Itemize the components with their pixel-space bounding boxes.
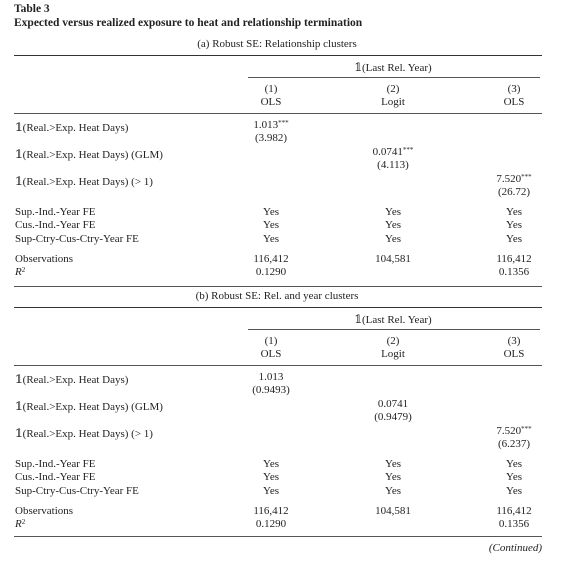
panel-a-obs-label: Observations bbox=[15, 253, 74, 265]
panel-b-fe1-label: Sup.-Ind.-Year FE bbox=[15, 458, 96, 470]
panel-a-r2-label: $R^2$ bbox=[15, 266, 26, 278]
panel-b-reg1-coef: 1.013 bbox=[258, 371, 284, 383]
panel-a-dep-var: 𝟙(Last Rel. Year) bbox=[354, 62, 432, 74]
panel-b-r2-col1: 0.1290 bbox=[255, 518, 287, 530]
panel-b-header-rule bbox=[14, 365, 542, 366]
panel-b-r2-label: $R^2$ bbox=[15, 518, 26, 530]
panel-a-fe3-col3: Yes bbox=[505, 233, 523, 245]
panel-a-reg3-label: 𝟙(Real.>Exp. Heat Days) (> 1) bbox=[15, 176, 153, 188]
panel-b-col3-num: (3) bbox=[507, 335, 521, 347]
continued-note: (Continued) bbox=[488, 542, 542, 554]
panel-b-top-rule bbox=[14, 286, 542, 287]
panel-b-col1-num: (1) bbox=[264, 335, 278, 347]
panel-a-header-rule bbox=[14, 113, 542, 114]
panel-b-col3-method: OLS bbox=[503, 348, 525, 360]
panel-a-col2-num: (2) bbox=[386, 83, 400, 95]
panel-a-col2-method: Logit bbox=[381, 96, 405, 108]
panel-a-reg3-coef: 7.520*** bbox=[496, 173, 532, 185]
panel-a-fe3-col2: Yes bbox=[384, 233, 402, 245]
panel-b-reg3-coef: 7.520*** bbox=[496, 425, 532, 437]
panel-b-fe3-col2: Yes bbox=[384, 485, 402, 497]
panel-b-title: (b) Robust SE: Rel. and year clusters bbox=[195, 290, 359, 302]
panel-b-reg3-label: 𝟙(Real.>Exp. Heat Days) (> 1) bbox=[15, 428, 153, 440]
panel-b-reg1-se: (0.9493) bbox=[252, 384, 290, 396]
panel-a-fe1-col1: Yes bbox=[262, 206, 280, 218]
table-label: Table 3 bbox=[14, 3, 50, 15]
panel-a-reg3-se: (26.72) bbox=[497, 186, 531, 198]
panel-b-dep-var-rule bbox=[248, 329, 540, 330]
panel-b-col2-method: Logit bbox=[381, 348, 405, 360]
panel-b-fe3-label: Sup-Ctry-Cus-Ctry-Year FE bbox=[15, 485, 139, 497]
table-title: Expected versus realized exposure to heat and relationship termination bbox=[14, 17, 363, 29]
panel-b-r2-col3: 0.1356 bbox=[498, 518, 530, 530]
panel-a-fe3-col1: Yes bbox=[262, 233, 280, 245]
panel-b-fe2-col3: Yes bbox=[505, 471, 523, 483]
panel-b-fe3-col3: Yes bbox=[505, 485, 523, 497]
panel-a-top-rule bbox=[14, 55, 542, 56]
panel-a-title: (a) Robust SE: Relationship clusters bbox=[197, 38, 357, 50]
panel-a-fe1-label: Sup.-Ind.-Year FE bbox=[15, 206, 96, 218]
panel-a-col1-method: OLS bbox=[260, 96, 282, 108]
panel-a-col3-num: (3) bbox=[507, 83, 521, 95]
panel-a-reg1-label: 𝟙(Real.>Exp. Heat Days) bbox=[15, 122, 129, 134]
panel-a-r2-col1: 0.1290 bbox=[255, 266, 287, 278]
panel-a-fe3-label: Sup-Ctry-Cus-Ctry-Year FE bbox=[15, 233, 139, 245]
panel-b-col1-method: OLS bbox=[260, 348, 282, 360]
panel-a-col1-num: (1) bbox=[264, 83, 278, 95]
panel-a-col3-method: OLS bbox=[503, 96, 525, 108]
panel-b-obs-col1: 116,412 bbox=[253, 505, 289, 517]
panel-b-title-rule bbox=[14, 307, 542, 308]
panel-b-obs-label: Observations bbox=[15, 505, 74, 517]
panel-a-reg2-se: (4.113) bbox=[377, 159, 409, 171]
panel-a-obs-col2: 104,581 bbox=[375, 253, 411, 265]
panel-b-col2-num: (2) bbox=[386, 335, 400, 347]
panel-b-obs-col2: 104,581 bbox=[375, 505, 411, 517]
panel-a-r2-col3: 0.1356 bbox=[498, 266, 530, 278]
panel-a-reg2-label: 𝟙(Real.>Exp. Heat Days) (GLM) bbox=[15, 149, 163, 161]
panel-a-fe2-label: Cus.-Ind.-Year FE bbox=[15, 219, 96, 231]
panel-b-fe2-label: Cus.-Ind.-Year FE bbox=[15, 471, 96, 483]
panel-a-fe1-col2: Yes bbox=[384, 206, 402, 218]
panel-a-dep-var-rule bbox=[248, 77, 540, 78]
panel-b-fe3-col1: Yes bbox=[262, 485, 280, 497]
panel-a-fe2-col1: Yes bbox=[262, 219, 280, 231]
panel-a-reg1-coef: 1.013*** bbox=[253, 119, 289, 131]
panel-a-obs-col3: 116,412 bbox=[496, 253, 532, 265]
panel-b-obs-col3: 116,412 bbox=[496, 505, 532, 517]
panel-b-reg2-label: 𝟙(Real.>Exp. Heat Days) (GLM) bbox=[15, 401, 163, 413]
panel-a-reg1-se: (3.982) bbox=[254, 132, 288, 144]
panel-b-fe2-col1: Yes bbox=[262, 471, 280, 483]
panel-b-dep-var: 𝟙(Last Rel. Year) bbox=[354, 314, 432, 326]
panel-a-obs-col1: 116,412 bbox=[253, 253, 289, 265]
panel-b-reg2-se: (0.9479) bbox=[374, 411, 412, 423]
panel-b-fe1-col3: Yes bbox=[505, 458, 523, 470]
panel-b-reg2-coef: 0.0741 bbox=[377, 398, 409, 410]
panel-b-fe1-col2: Yes bbox=[384, 458, 402, 470]
panel-a-fe1-col3: Yes bbox=[505, 206, 523, 218]
panel-a-fe2-col2: Yes bbox=[384, 219, 402, 231]
bottom-rule bbox=[14, 536, 542, 537]
panel-b-reg3-se: (6.237) bbox=[497, 438, 531, 450]
panel-b-fe1-col1: Yes bbox=[262, 458, 280, 470]
panel-b-fe2-col2: Yes bbox=[384, 471, 402, 483]
panel-a-reg2-coef: 0.0741*** bbox=[372, 146, 414, 158]
panel-b-reg1-label: 𝟙(Real.>Exp. Heat Days) bbox=[15, 374, 129, 386]
panel-a-fe2-col3: Yes bbox=[505, 219, 523, 231]
